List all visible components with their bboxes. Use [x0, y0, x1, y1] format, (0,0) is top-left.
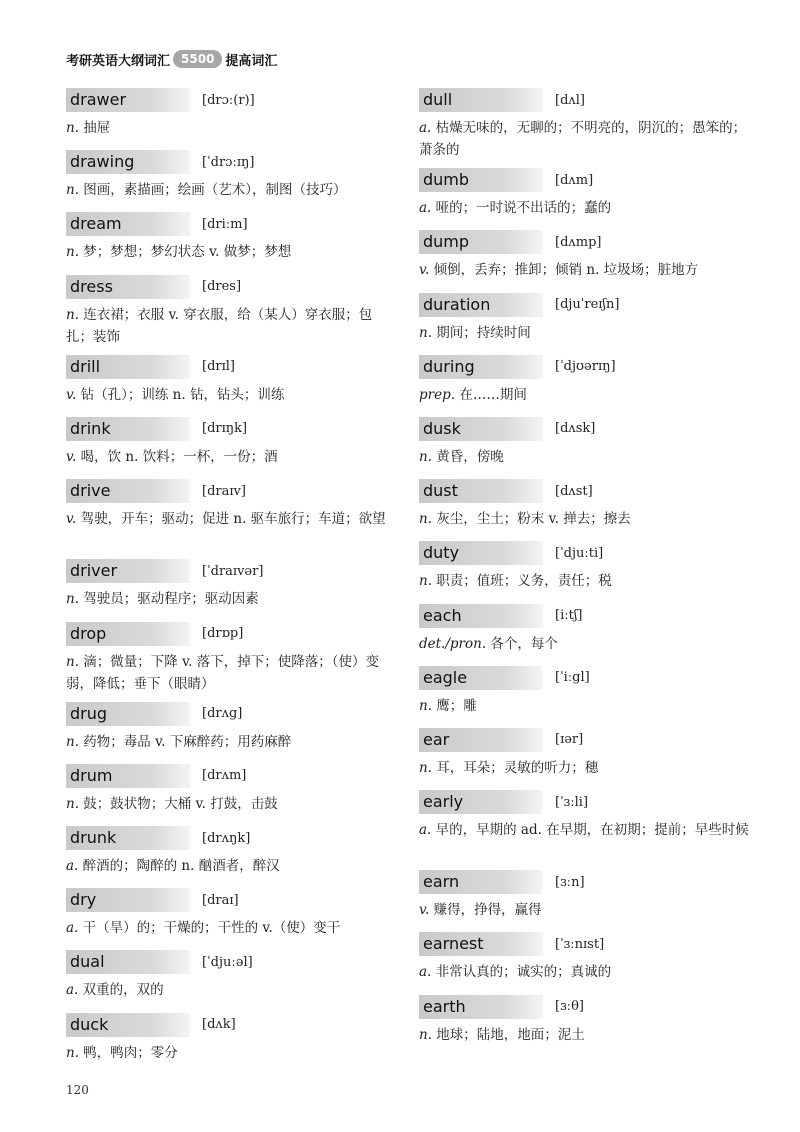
- definition-text: 倾倒，丢弃；推卸；倾销 n. 垃圾场；脏地方: [429, 262, 699, 279]
- phonetic: [ˈdjuːəl]: [202, 954, 253, 970]
- entry-dumb: [419, 168, 755, 230]
- entry-earn: [419, 870, 755, 932]
- entry-duck: [66, 1013, 396, 1075]
- headword-row: [66, 764, 396, 788]
- phonetic: [drɒp]: [202, 626, 244, 641]
- definition: [419, 259, 755, 281]
- definition: [419, 899, 755, 921]
- headword-row: [419, 604, 755, 628]
- entry-drop: [66, 622, 396, 702]
- headword-row: [419, 541, 755, 565]
- definition: [419, 384, 755, 406]
- phonetic: [dʌst]: [555, 483, 593, 499]
- phonetic: [draɪ]: [202, 892, 239, 908]
- definition: [66, 117, 396, 139]
- part-of-speech: n.: [419, 759, 432, 776]
- entry-drum: [66, 764, 396, 826]
- definition-text: 醉酒的；陶醉的 n. 酗酒者，醉汉: [78, 858, 280, 875]
- definition-text: 双重的，双的: [78, 982, 164, 999]
- definition: [419, 117, 755, 161]
- headword-row: [66, 275, 396, 299]
- phonetic: [dres]: [202, 279, 242, 295]
- headword: drive: [66, 479, 190, 503]
- page-header: [66, 48, 277, 70]
- definition: [66, 917, 396, 939]
- phonetic: [ɜːn]: [555, 874, 585, 890]
- phonetic: [iːtʃ]: [555, 608, 583, 623]
- entry-each: [419, 604, 755, 666]
- definition: [419, 757, 755, 779]
- entry-drug: [66, 702, 396, 764]
- entry-duty: [419, 541, 755, 603]
- definition-text: 灰尘，尘土；粉末 v. 掸去；擦去: [432, 511, 631, 528]
- definition: [66, 304, 396, 348]
- entry-dry: [66, 888, 396, 950]
- definition-text: 滴；微量；下降 v. 落下，掉下；使降落；（使）变弱，降低；垂下（眼睛）: [66, 653, 379, 692]
- phonetic: [dʌk]: [202, 1017, 236, 1033]
- definition-text: 鹰；雕: [432, 697, 477, 714]
- headword: drug: [66, 702, 190, 726]
- definition-text: 哑的；一时说不出话的；蠢的: [431, 200, 612, 217]
- definition-text: 早的，早期的 ad. 在早期，在初期；提前；早些时候: [431, 822, 749, 839]
- headword: duck: [66, 1013, 190, 1037]
- entry-dump: [419, 230, 755, 292]
- definition-text: 鸭，鸭肉；零分: [79, 1044, 178, 1061]
- entry-early: [419, 790, 755, 870]
- headword: dust: [419, 479, 543, 503]
- headword: dream: [66, 212, 190, 236]
- entry-dream: [66, 212, 396, 274]
- part-of-speech: a.: [419, 120, 432, 136]
- header-badge: 5500: [173, 50, 222, 68]
- definition-text: 抽屉: [79, 120, 111, 136]
- headword-row: [66, 150, 396, 174]
- headword: drawer: [66, 88, 190, 112]
- headword-row: [66, 622, 396, 646]
- definition: [66, 241, 396, 263]
- headword-row: [66, 212, 396, 236]
- definition: [66, 731, 396, 753]
- definition-text: 在……期间: [455, 386, 527, 403]
- header-subtitle: 提高词汇: [225, 53, 278, 69]
- headword-row: [419, 790, 755, 814]
- phonetic: [drɪŋk]: [202, 421, 248, 437]
- definition: [419, 819, 755, 841]
- definition: [66, 384, 396, 406]
- definition-text: 耳，耳朵；灵敏的听力；穗: [432, 759, 599, 776]
- right-column: [419, 88, 755, 1057]
- phonetic: [drʌg]: [202, 706, 243, 722]
- phonetic: [ɪər]: [555, 732, 584, 748]
- part-of-speech: n.: [419, 573, 432, 590]
- headword-row: [66, 417, 396, 441]
- headword: ear: [419, 728, 543, 752]
- headword-row: [66, 1013, 396, 1037]
- phonetic: [dʌmp]: [555, 234, 602, 250]
- headword: dull: [419, 88, 543, 112]
- entry-dull: [419, 88, 755, 168]
- entry-drive: [66, 479, 396, 559]
- phonetic: [dʌsk]: [555, 421, 596, 437]
- part-of-speech: prep.: [419, 386, 456, 403]
- phonetic: [dʌl]: [555, 92, 585, 108]
- headword-row: [66, 355, 396, 379]
- entry-dust: [419, 479, 755, 541]
- phonetic: [driːm]: [202, 216, 248, 232]
- definition: [66, 855, 396, 877]
- phonetic: [drʌŋk]: [202, 830, 251, 846]
- phonetic: [ˈɜːli]: [555, 794, 589, 810]
- part-of-speech: v.: [66, 511, 77, 528]
- definition: [419, 508, 755, 530]
- headword: drum: [66, 764, 190, 788]
- headword: early: [419, 790, 543, 814]
- definition-text: 非常认真的；诚实的；真诚的: [431, 964, 612, 981]
- headword-row: [419, 168, 755, 192]
- definition-text: 职责；值班；义务，责任；税: [432, 573, 612, 590]
- headword-row: [419, 355, 755, 379]
- part-of-speech: n.: [66, 120, 79, 136]
- headword: driver: [66, 559, 190, 583]
- definition-text: 梦；梦想；梦幻状态 v. 做梦；梦想: [79, 244, 292, 261]
- part-of-speech: n.: [66, 653, 79, 670]
- entry-during: [419, 355, 755, 417]
- definition: [66, 651, 396, 695]
- phonetic: [draɪv]: [202, 483, 246, 499]
- headword-row: [66, 88, 396, 112]
- phonetic: [ɜːθ]: [555, 999, 584, 1015]
- definition-text: 赚得，挣得，赢得: [429, 902, 542, 919]
- entry-drawing: [66, 150, 396, 212]
- headword: dual: [66, 950, 190, 974]
- part-of-speech: a.: [66, 920, 79, 937]
- definition-text: 图画，素描画；绘画（艺术），制图（技巧）: [79, 182, 347, 199]
- phonetic: [djuˈreɪʃn]: [555, 297, 620, 313]
- part-of-speech: v.: [419, 262, 430, 279]
- phonetic: [drɪl]: [202, 359, 235, 375]
- definition: [66, 979, 396, 1001]
- entry-duration: [419, 293, 755, 355]
- left-column: [66, 88, 396, 1075]
- definition-text: 钻（孔）；训练 n. 钻，钻头；训练: [76, 386, 285, 403]
- headword-row: [66, 950, 396, 974]
- headword-row: [419, 728, 755, 752]
- headword: drawing: [66, 150, 190, 174]
- entry-drunk: [66, 826, 396, 888]
- definition-text: 连衣裙；衣服 v. 穿衣服，给（某人）穿衣服；包扎；装饰: [66, 306, 373, 345]
- headword-row: [66, 702, 396, 726]
- headword-row: [66, 559, 396, 583]
- entry-earnest: [419, 932, 755, 994]
- definition: [66, 588, 396, 610]
- part-of-speech: n.: [66, 306, 79, 323]
- definition-text: 鼓；鼓状物；大桶 v. 打鼓，击鼓: [79, 795, 278, 812]
- headword: eagle: [419, 666, 543, 690]
- part-of-speech: det./pron.: [419, 635, 487, 652]
- definition: [419, 570, 755, 592]
- part-of-speech: n.: [66, 244, 79, 261]
- headword: earnest: [419, 932, 543, 956]
- definition: [66, 446, 396, 468]
- definition-text: 期间；持续时间: [432, 324, 531, 341]
- phonetic: [drʌm]: [202, 768, 247, 784]
- part-of-speech: n.: [66, 795, 79, 812]
- phonetic: [dʌm]: [555, 172, 594, 188]
- headword-row: [419, 995, 755, 1019]
- part-of-speech: v.: [66, 386, 77, 403]
- part-of-speech: v.: [419, 902, 430, 919]
- headword: drop: [66, 622, 190, 646]
- headword-row: [419, 870, 755, 894]
- definition-text: 干（旱）的；干燥的；干性的 v.（使）变干: [78, 920, 341, 937]
- headword: during: [419, 355, 543, 379]
- headword: drink: [66, 417, 190, 441]
- headword-row: [419, 417, 755, 441]
- headword: duty: [419, 541, 543, 565]
- definition: [419, 446, 755, 468]
- definition: [419, 1024, 755, 1046]
- part-of-speech: v.: [66, 448, 77, 465]
- part-of-speech: a.: [419, 200, 432, 217]
- part-of-speech: n.: [419, 511, 432, 528]
- headword: dumb: [419, 168, 543, 192]
- definition-text: 地球；陆地，地面；泥土: [432, 1026, 585, 1043]
- headword-row: [66, 888, 396, 912]
- entry-dress: [66, 275, 396, 355]
- definition: [66, 793, 396, 815]
- entry-earth: [419, 995, 755, 1057]
- entry-drink: [66, 417, 396, 479]
- part-of-speech: n.: [66, 1044, 79, 1061]
- phonetic: [ˈdjʊərɪŋ]: [555, 359, 616, 375]
- entry-drawer: [66, 88, 396, 150]
- entry-ear: [419, 728, 755, 790]
- definition-text: 黄昏，傍晚: [432, 448, 504, 465]
- definition-text: 喝，饮 n. 饮料；一杯，一份；酒: [76, 448, 278, 465]
- headword-row: [419, 666, 755, 690]
- headword: each: [419, 604, 543, 628]
- entry-dusk: [419, 417, 755, 479]
- headword: drill: [66, 355, 190, 379]
- headword: dress: [66, 275, 190, 299]
- definition-text: 驾驶员；驱动程序；驱动因素: [79, 591, 259, 608]
- part-of-speech: n.: [419, 1026, 432, 1043]
- part-of-speech: n.: [419, 448, 432, 465]
- phonetic: [ˈɜːnɪst]: [555, 936, 605, 952]
- definition: [419, 961, 755, 983]
- headword-row: [419, 293, 755, 317]
- definition: [66, 508, 396, 530]
- headword: dump: [419, 230, 543, 254]
- definition-text: 各个，每个: [486, 635, 558, 652]
- phonetic: [ˈdrɔːɪŋ]: [202, 154, 255, 170]
- entry-dual: [66, 950, 396, 1012]
- definition-text: 枯燥无味的，无聊的；不明亮的，阴沉的；愚笨的；萧条的: [419, 120, 747, 158]
- part-of-speech: n.: [66, 733, 79, 750]
- headword-row: [419, 479, 755, 503]
- definition: [66, 179, 396, 201]
- headword: earn: [419, 870, 543, 894]
- phonetic: [ˈiːgl]: [555, 670, 590, 686]
- part-of-speech: n.: [66, 182, 79, 199]
- part-of-speech: n.: [66, 591, 79, 608]
- part-of-speech: n.: [419, 697, 432, 714]
- part-of-speech: a.: [66, 982, 79, 999]
- headword: duration: [419, 293, 543, 317]
- entry-eagle: [419, 666, 755, 728]
- page-number: 120: [66, 1083, 89, 1097]
- headword-row: [419, 932, 755, 956]
- phonetic: [ˈdraɪvər]: [202, 563, 264, 579]
- phonetic: [ˈdjuːti]: [555, 545, 604, 561]
- definition-text: 驾驶，开车；驱动；促进 n. 驱车旅行；车道；欲望: [76, 511, 386, 528]
- headword-row: [66, 479, 396, 503]
- headword: dusk: [419, 417, 543, 441]
- headword-row: [419, 230, 755, 254]
- header-title: 考研英语大纲词汇: [66, 53, 171, 69]
- entry-drill: [66, 355, 396, 417]
- definition: [66, 1042, 396, 1064]
- definition: [419, 695, 755, 717]
- part-of-speech: a.: [66, 858, 79, 875]
- definition: [419, 322, 755, 344]
- phonetic: [drɔː(r)]: [202, 92, 255, 108]
- entry-driver: [66, 559, 396, 621]
- part-of-speech: a.: [419, 822, 432, 839]
- headword-row: [66, 826, 396, 850]
- headword: dry: [66, 888, 190, 912]
- definition-text: 药物；毒品 v. 下麻醉药；用药麻醉: [79, 733, 292, 750]
- headword: earth: [419, 995, 543, 1019]
- definition: [419, 197, 755, 219]
- definition: [419, 633, 755, 655]
- part-of-speech: a.: [419, 964, 432, 981]
- headword: drunk: [66, 826, 190, 850]
- part-of-speech: n.: [419, 324, 432, 341]
- headword-row: [419, 88, 755, 112]
